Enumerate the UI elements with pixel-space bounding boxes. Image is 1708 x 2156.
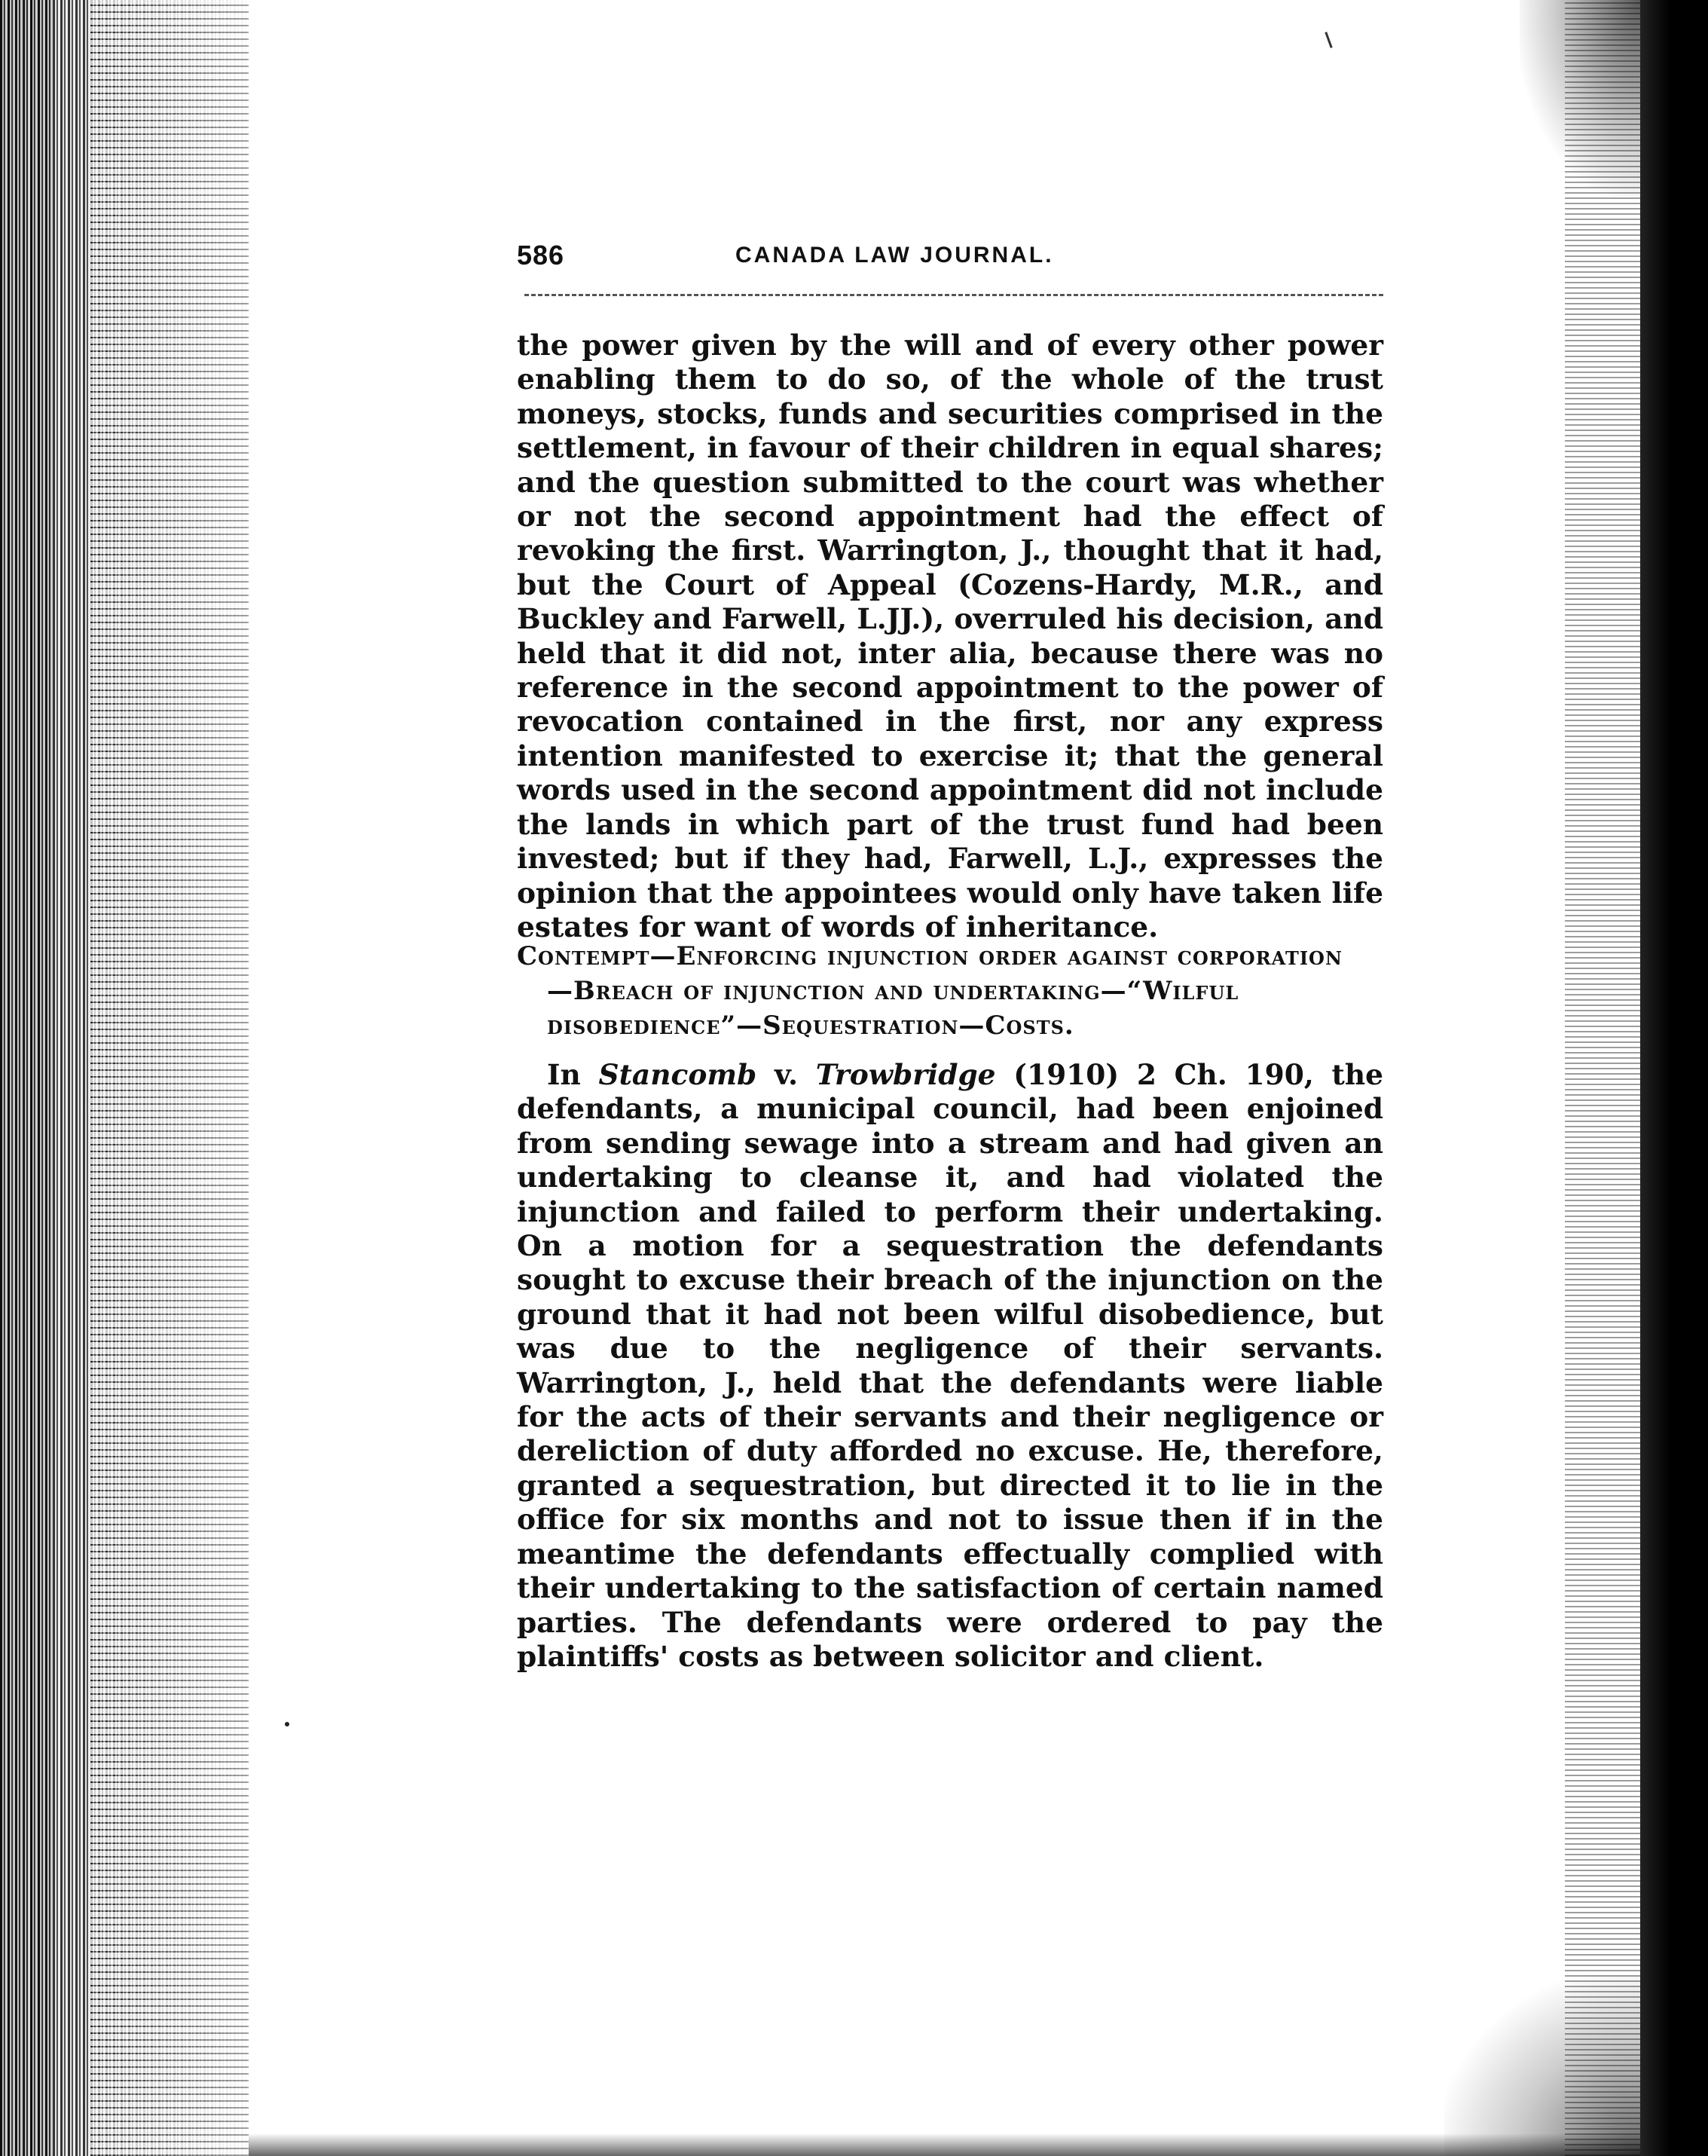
bottom-edge-shadow bbox=[249, 2133, 1640, 2156]
case-versus: v. bbox=[756, 1058, 816, 1091]
section-heading-line-2: —Breach of injunction and undertaking—“Wilful disobedience”—Sequestration—Costs. bbox=[547, 976, 1239, 1041]
right-scan-border bbox=[1640, 0, 1708, 2156]
page-number: 586 bbox=[517, 240, 565, 271]
paragraph-1: the power given by the will and of every other power enabling them to do so, of the whole of the trust moneys, stocks, funds and securities comprised in the settlement, in favour of their children in equal shares; and the question submitted to the court was whether or not the second appointment had the effect of revoking the first. Warrington, J., thought that it had, but the Court of Appeal (Cozens-Hardy, M.R., and Buckley and Farwell, L.JJ.), overruled his decision, and held that it did not, inter alia, because there was no reference in the second appointment to the power of revocation contained in the first, nor any express intention manifested to exercise it; that the general words used in the second appointment did not include the lands in which part of the trust fund had been invested; but if they had, Farwell, L.J., expresses the opinion that the appointees would only have taken life estates for want of words of inheritance. bbox=[517, 329, 1383, 943]
case-defendant: Trowbridge bbox=[815, 1058, 996, 1091]
paragraph-2-body: (1910) 2 Ch. 190, the defendants, a municipal council, had been enjoined from sending sewage into a stream and had given an undertaking to cleanse it, and had violated the injunction and failed to perform their undertaking. On a motion for a sequestration the defendants sought to excuse their breach of the injunction on the ground that it had not been wilful disobedience, but was due to the negligence of their servants. Warrington, J., held that the defendants were liable for the acts of their servants and their negligence or dereliction of duty afforded no excuse. He, therefore, granted a sequestration, but directed it to lie in the office for six months and not to issue then if in the meantime the defendants effectually complied with their undertaking to the satisfaction of certain named parties. The defendants were ordered to pay the plaintiffs' costs as between solicitor and client. bbox=[517, 1058, 1384, 1673]
header-rule bbox=[524, 294, 1383, 296]
case-plaintiff: Stancomb bbox=[598, 1058, 757, 1091]
paragraph-2 bbox=[517, 1058, 1383, 1674]
section-heading bbox=[517, 939, 1383, 1043]
running-head: CANADA LAW JOURNAL. bbox=[735, 243, 1054, 268]
stray-mark bbox=[285, 1722, 289, 1726]
right-page-edge bbox=[1565, 0, 1640, 2156]
page-content bbox=[517, 240, 1384, 1673]
scan-speck bbox=[1325, 32, 1332, 48]
page-header bbox=[517, 240, 1383, 285]
paragraph-2-lead: In bbox=[547, 1058, 599, 1091]
section-heading-line-1: Contempt—Enforcing injunction order against corporation bbox=[517, 941, 1343, 971]
left-page-edge-fade bbox=[90, 0, 249, 2156]
bottom-right-corner-shadow bbox=[1444, 1975, 1640, 2156]
top-right-corner-shadow bbox=[1520, 0, 1640, 196]
